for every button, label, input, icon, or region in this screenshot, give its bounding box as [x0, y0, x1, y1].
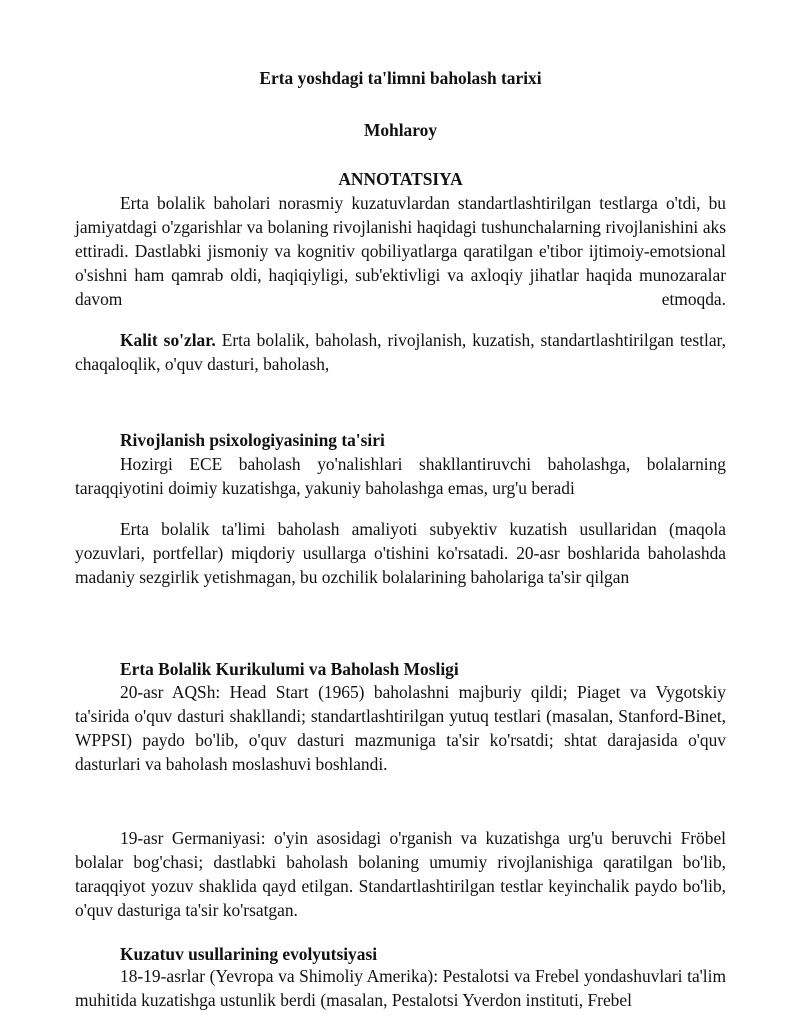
section-paragraph: 19-asr Germaniyasi: o'yin asosidagi o'rganish va kuzatishga urg'u beruvchi Fröbel bolalar bog'chasi; dastlabki baholash bolaning umumiy rivojlanishiga qaratilgan bo'lib, taraqqiyot yozuv shaklida qayd etilgan. Standartlashtirilgan testlar keyinchalik paydo bo'lib, o'quv dasturiga ta'sir ko'rsatgan. [75, 828, 726, 920]
annotation-heading: ANNOTATSIYA [338, 169, 463, 189]
section-paragraph: 20-asr AQSh: Head Start (1965) baholashni majburiy qildi; Piaget va Vygotskiy ta'sirida o'quv dasturi shakllandi; standartlashtirilgan yutuq testlari (masalan, Stanford-Binet, WPPSI) paydo bo'lib, o'quv dasturi mazmuniga ta'sir ko'rsatdi; shtat darajasida o'quv dasturlari va baholash moslashuvi boshlandi. [75, 682, 726, 774]
keywords-text: Erta bolalik, baholash, rivojlanish, kuzatish, standartlashtirilgan testlar, chaqaloqlik, o'quv dasturi, baholash, [75, 330, 726, 374]
section-heading: Kuzatuv usullarining evolyutsiyasi [120, 944, 378, 964]
keywords-paragraph [75, 328, 726, 376]
document-title: Erta yoshdagi ta'limni baholash tarixi [259, 68, 542, 88]
section-heading: Rivojlanish psixologiyasining ta'siri [120, 430, 385, 450]
section-heading: Erta Bolalik Kurikulumi va Baholash Mosligi [120, 659, 459, 679]
author-name: Mohlaroy [363, 120, 438, 140]
annotation-paragraph: Erta bolalik baholari norasmiy kuzatuvlardan standartlashtirilgan testlarga o'tdi, bu jamiyatdagi o'zgarishlar va bolaning rivojlanishi haqidagi tushunchalarning rivojlanishini aks ettiradi. Dastlabki jismoniy va kognitiv qobiliyatlarga qaratilgan e'tibor ijtimoiy-emotsional o'sishni ham qamrab oldi, haqiqiyligi, sub'ektivligi va axloqiy jihatlar haqida munozaralar davom etmoqda. [75, 193, 726, 309]
keywords-label: Kalit so'zlar. [120, 330, 216, 350]
section-paragraph: 18-19-asrlar (Yevropa va Shimoliy Amerika): Pestalotsi va Frebel yondashuvlari ta'lim muhitida kuzatishga ustunlik berdi (masalan, Pestalotsi Yverdon instituti, Frebel [75, 966, 726, 1010]
section-paragraph: Erta bolalik ta'limi baholash amaliyoti subyektiv kuzatish usullaridan (maqola yozuvlari, portfellar) miqdoriy usullarga o'tishini ko'rsatadi. 20-asr boshlarida baholashda madaniy sezgirlik yetishmagan, bu ozchilik bolalarining baholariga ta'sir qilgan [75, 519, 726, 587]
section-paragraph: Hozirgi ECE baholash yo'nalishlari shakllantiruvchi baholashga, bolalarning taraqqiyotini doimiy kuzatishga, yakuniy baholashga emas, urg'u beradi [75, 454, 726, 498]
